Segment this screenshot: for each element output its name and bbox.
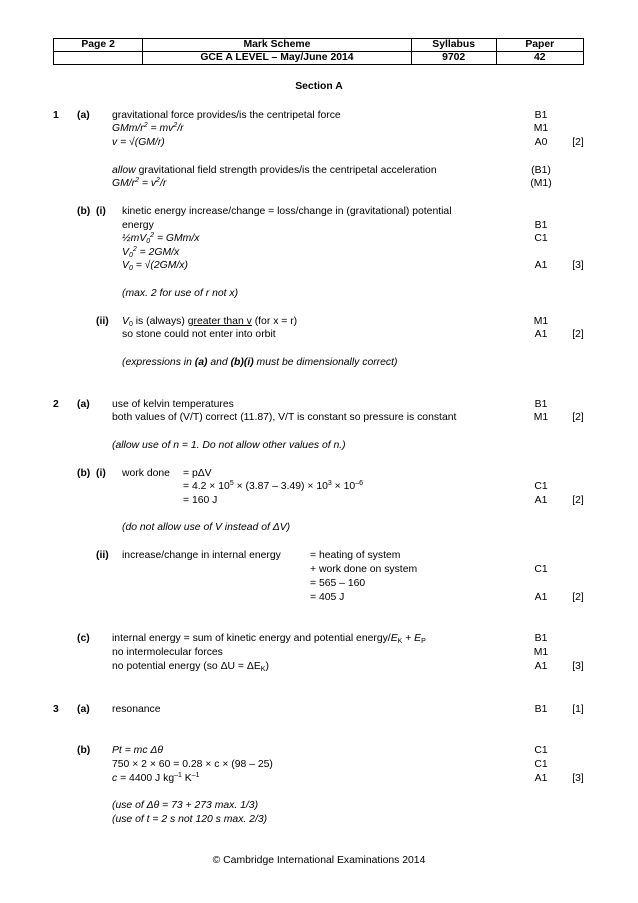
answer-line: both values of (V/T) correct (11.87), V/T is constant so pressure is constant <box>112 412 457 423</box>
total-mark: [3] <box>572 773 584 784</box>
answer-formula: v = √(GM/r) <box>112 137 165 148</box>
answer-formula: $V_0^2 = 2GM/x$ <box>122 246 180 259</box>
answer-formula: 750 × 2 × 60 = 0.28 × c × (98 – 25) <box>112 759 273 770</box>
marking-note: (max. 2 for use of r not x) <box>122 288 239 299</box>
mark: B1 <box>534 704 548 715</box>
total-mark: [2] <box>572 412 584 423</box>
header-exam-cell: GCE A LEVEL – May/June 2014 <box>143 52 412 65</box>
subpart-label: (i) <box>96 468 106 479</box>
question-number: 3 <box>53 704 59 715</box>
answer-line: no potential energy (so $\Delta U = \Delta E_K$) <box>112 661 269 673</box>
mark: B1 <box>534 110 548 121</box>
mark: A1 <box>534 495 548 506</box>
mark: (M1) <box>530 178 552 189</box>
mark: M1 <box>533 412 549 423</box>
mark: M1 <box>533 647 549 658</box>
part-label: (c) <box>77 633 90 644</box>
part-label: (a) <box>77 399 90 410</box>
header-syllabus-cell: Syllabus <box>411 39 496 52</box>
mark: A1 <box>534 592 548 603</box>
question-number: 2 <box>53 399 59 410</box>
total-mark: [3] <box>572 260 584 271</box>
subpart-label: (i) <box>96 206 106 217</box>
part-label: (b) <box>77 468 91 479</box>
answer-label: work done <box>122 468 170 479</box>
answer-line: use of kelvin temperatures <box>112 399 234 410</box>
answer-line: energy <box>122 220 154 231</box>
mark: M1 <box>533 123 549 134</box>
header-paper-no-cell: 42 <box>496 52 583 65</box>
mark: A1 <box>534 773 548 784</box>
section-title: Section A <box>295 81 343 92</box>
total-mark: [2] <box>572 592 584 603</box>
mark: C1 <box>534 759 548 770</box>
mark: C1 <box>534 564 548 575</box>
answer-formula: + work done on system <box>310 564 418 575</box>
marking-note: (expressions in (a) and (b)(i) must be dimensionally correct) <box>122 357 398 368</box>
marking-note: (allow use of n = 1. Do not allow other values of n.) <box>112 440 346 451</box>
mark: (B1) <box>531 165 551 176</box>
mark: B1 <box>534 399 548 410</box>
question-number: 1 <box>53 110 59 121</box>
marking-note: (use of t = 2 s not 120 s max. 2/3) <box>112 814 268 825</box>
footer-copyright: © Cambridge International Examinations 2014 <box>212 855 426 866</box>
answer-formula: GMm/$r^2 = mv^2/r$ <box>112 122 184 134</box>
answer-formula: $V_0 = √(2GM/x)$ <box>122 260 188 272</box>
answer-formula: = heating of system <box>310 550 401 561</box>
answer-line: no intermolecular forces <box>112 647 223 658</box>
mark: A1 <box>534 329 548 340</box>
total-mark: [2] <box>572 137 584 148</box>
mark: C1 <box>534 481 548 492</box>
answer-line: gravitational force provides/is the centripetal force <box>112 110 341 121</box>
answer-line: kinetic energy increase/change = loss/change in (gravitational) potential <box>122 206 452 217</box>
answer-formula: = pΔV <box>183 468 212 479</box>
part-label: (a) <box>77 704 90 715</box>
answer-formula: = 565 – 160 <box>310 578 366 589</box>
marking-note: (do not allow use of V instead of ΔV) <box>122 522 291 533</box>
header-mark-scheme-cell: Mark Scheme <box>143 39 412 52</box>
header-page-cell: Page 2 <box>54 39 143 52</box>
mark: A0 <box>534 137 548 148</box>
answer-formula: = 405 J <box>310 592 345 603</box>
answer-formula: c = 4400 J $kg^{-1}$ $K^{-1}$ <box>112 772 200 784</box>
total-mark: [3] <box>572 661 584 672</box>
header-empty-cell <box>54 52 143 65</box>
total-mark: [2] <box>572 329 584 340</box>
answer-label: increase/change in internal energy <box>122 550 281 561</box>
answer-formula: = 160 J <box>183 495 218 506</box>
alternative-answer: allow gravitational field strength provides/is the centripetal acceleration <box>112 165 437 176</box>
header-syllabus-code-cell: 9702 <box>411 52 496 65</box>
total-mark: [1] <box>572 704 584 715</box>
part-label: (b) <box>77 206 91 217</box>
mark: A1 <box>534 661 548 672</box>
marking-note: (use of Δθ = 73 + 273 max. 1/3) <box>112 800 259 811</box>
answer-formula: $\frac{1}{2}mV_0^2 = GMm/x$ <box>122 232 200 245</box>
answer-line: $V_0$ is (always) greater than v (for x = r) <box>122 316 298 328</box>
mark: B1 <box>534 220 548 231</box>
answer-line: so stone could not enter into orbit <box>122 329 276 340</box>
subpart-label: (ii) <box>96 316 109 327</box>
subpart-label: (ii) <box>96 550 109 561</box>
answer-formula: Pt = mc Δθ <box>112 745 164 756</box>
part-label: (b) <box>77 745 91 756</box>
mark: C1 <box>534 745 548 756</box>
answer-line: internal energy = sum of kinetic energy and potential energy/$E_K + E_P$ <box>112 633 426 645</box>
part-label: (a) <box>77 110 90 121</box>
header-paper-cell: Paper <box>496 39 583 52</box>
total-mark: [2] <box>572 495 584 506</box>
mark: B1 <box>534 633 548 644</box>
mark: A1 <box>534 260 548 271</box>
answer-formula: $GM/r^2 = v^2/r$ <box>112 177 167 189</box>
answer-line: resonance <box>112 704 161 715</box>
answer-formula: = $4.2 \times 10^5 \times (3.87 - 3.49) \times 10^3 \times 10^{-6}$ <box>183 480 363 492</box>
mark: M1 <box>533 316 549 327</box>
header-table <box>53 38 584 65</box>
mark: C1 <box>534 233 548 244</box>
